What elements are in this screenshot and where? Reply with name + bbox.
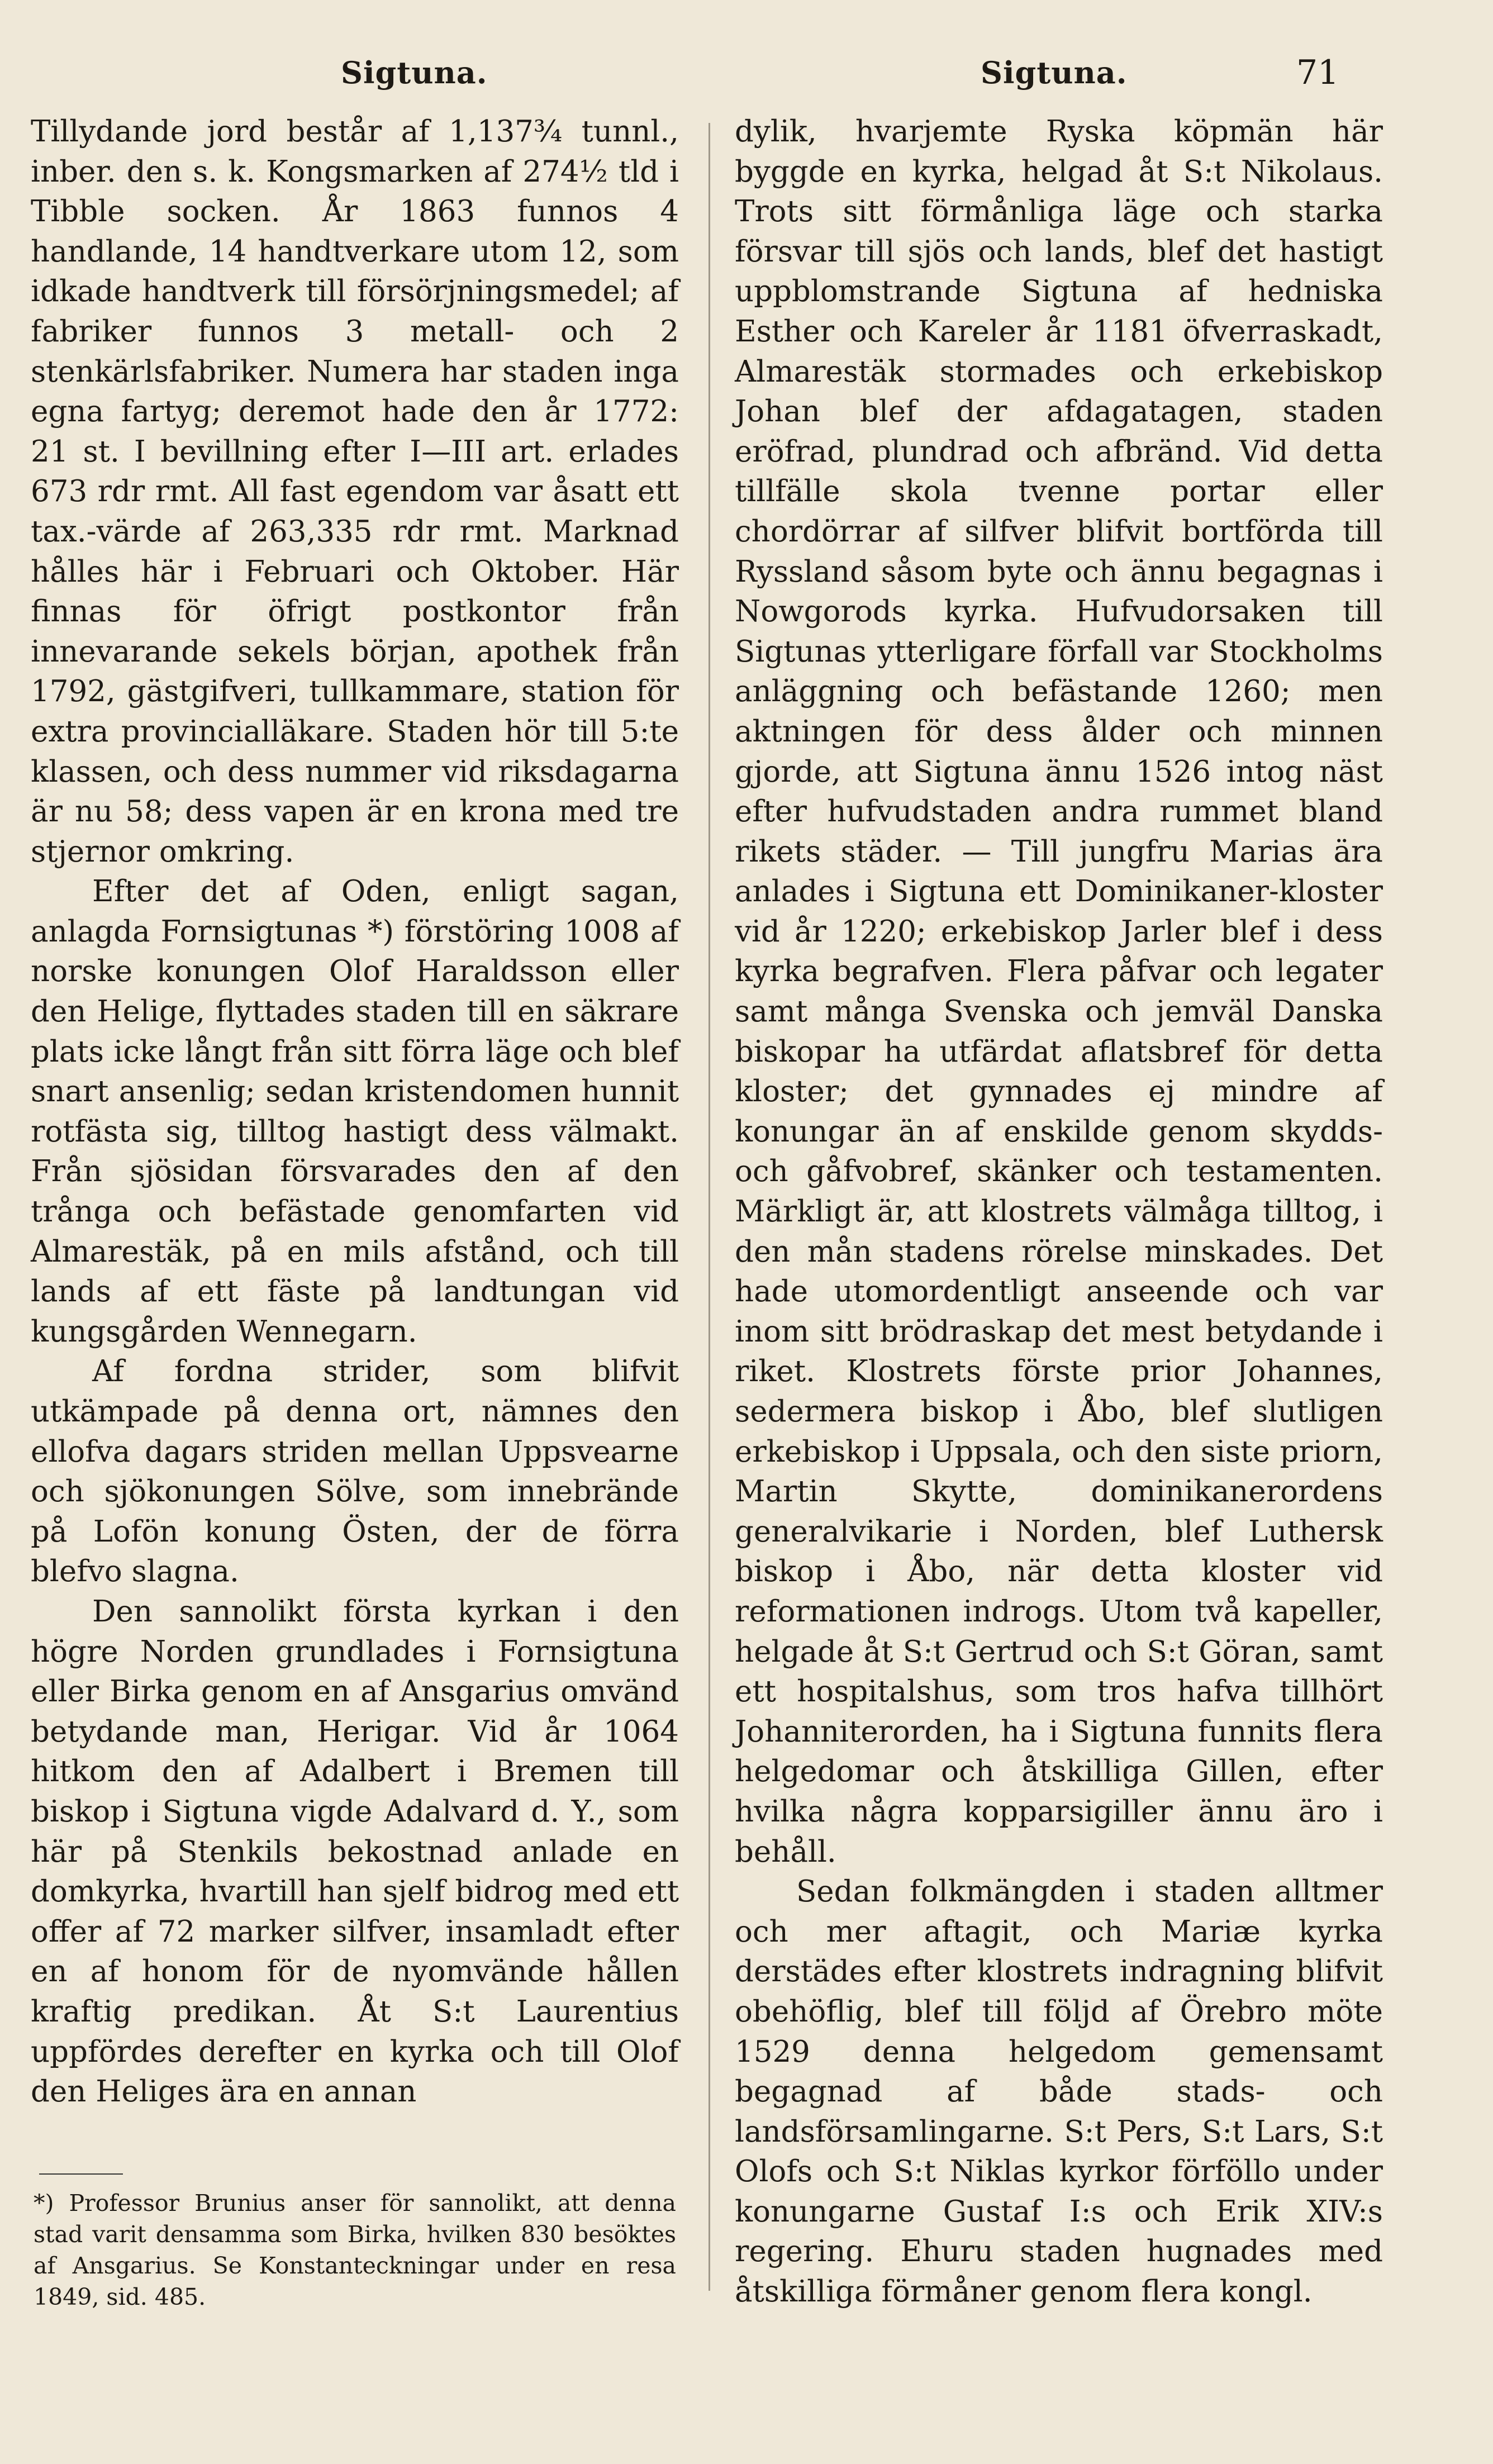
- right-column: [735, 112, 1383, 2312]
- paragraph-battles: Af fordna strider, som blifvit utkämpade på denna ort, nämnes den ellofva dagars striden mellan Uppsvearne och sjökonungen Sölve, som innebrände på Lofön konung Östen, der de förra blefvo slagna.: [31, 1354, 679, 1589]
- paragraph-first-church: Den sannolikt första kyrkan i den högre Norden grundlades i Fornsigtuna eller Birka genom en af Ansgarius omvänd betydande man, Herigar. Vid år 1064 hitkom den af Adalbert i Bremen till biskop i Sigtuna vigde Adalvard d. Y., som här på Stenkils bekostnad anlade en domkyrka, hvartill han sjelf bidrog med ett offer af 72 marker silfver, insamladt efter en af honom för de nyomvände hållen kraftig predikan. Åt S:t Laurentius uppfördes derefter en kyrka och till Olof den Heliges ära en annan: [31, 1594, 679, 2109]
- footnote-rule: [39, 2173, 123, 2175]
- paragraph-churches: Sedan folkmängden i staden alltmer och mer aftagit, och Mariæ kyrka derstädes efter klostrets indragning blifvit obehöflig, blef till följd af Örebro möte 1529 denna helgedom gemensamt begagnad af både stads- och landsförsamlingarne. S:t Pers, S:t Lars, S:t Olofs och S:t Niklas kyrkor förföllo under konungarne Gustaf I:s och Erik XIV:s regering. Ehuru staden hugnades med åtskilliga förmåner genom flera kongl.: [735, 1875, 1383, 2309]
- paragraph-decline: dylik, hvarjemte Ryska köpmän här byggde en kyrka, helgad åt S:t Nikolaus. Trots sitt förmånliga läge och starka försvar till sjös och lands, blef det hastigt uppblomstrande Sigtuna af hedniska Esther och Kareler år 1181 öfverraskadt, Almarestäk stormades och erkebiskop Johan blef der afdagatagen, staden eröfrad, plundrad och afbränd. Vid detta tillfälle skola tvenne portar eller chordörrar af silfver blifvit bortförda till Ryssland såsom byte och ännu begagnas i Nowgorods kyrka. Hufvudorsaken till Sigtunas ytterligare förfall var Stockholms anläggning och befästande 1260; men aktningen för dess ålder och minnen gjorde, att Sigtuna ännu 1526 intog näst efter hufvudstaden andra rummet bland rikets städer. — Till jungfru Marias ära anlades i Sigtuna ett Dominikaner-kloster vid år 1220; erkebiskop Jarler blef i dess kyrka begrafven. Flera påfvar och legater samt många Svenska och jemväl Danska biskopar ha utfärdat aflatsbref för detta kloster; det gynnades ej mindre af konungar än af enskilde genom skydds- och gåfvobref, skänker och testamenten. Märkligt är, att klostrets välmåga tilltog, i den mån stadens rörelse minskades. Det hade utomordentligt anseende och var inom sitt brödraskap det mest betydande i riket. Klostrets förste prior Johannes, sedermera biskop i Åbo, blef slutligen erkebiskop i Uppsala, och den siste priorn, Martin Skytte, dominikanerordens generalvikarie i Norden, blef Luthersk biskop i Åbo, när detta kloster vid reformationen indrogs. Utom två kapeller, helgade åt S:t Gertrud och S:t Göran, samt ett hospitalshus, som tros hafva tillhört Johanniterorden, ha i Sigtuna funnits flera helgedomar och åtskilliga Gillen, efter hvilka några kopparsigiller ännu äro i behåll.: [735, 115, 1383, 1869]
- running-header-left: Sigtuna.: [341, 55, 488, 91]
- running-header-right: Sigtuna.: [981, 55, 1128, 91]
- page-number: 71: [1296, 53, 1339, 92]
- left-column: [31, 112, 679, 2112]
- column-divider: [709, 123, 710, 2291]
- footnote: *) Professor Brunius anser för sannolikt, att denna stad varit densamma som Birka, hvilken 830 besöktes af Ansgarius. Se Konstanteckningar under en resa 1849, sid. 485.: [34, 2190, 676, 2310]
- paragraph-population-trade: Tillydande jord består af 1,137¾ tunnl., inber. den s. k. Kongsmarken af 274½ tld i Tibble socken. År 1863 funnos 4 handlande, 14 handtverkare utom 12, som idkade handtverk till försörjningsmedel; af fabriker funnos 3 metall- och 2 stenkärlsfabriker. Numera har staden inga egna fartyg; deremot hade den år 1772: 21 st. I bevillning efter I—III art. erlades 673 rdr rmt. All fast egendom var åsatt ett tax.-värde af 263,335 rdr rmt. Marknad hålles här i Februari och Oktober. Här finnas för öfrigt postkontor från innevarande sekels början, apothek från 1792, gästgifveri, tullkammare, station för extra provincialläkare. Staden hör till 5:te klassen, och dess nummer vid riksdagarna är nu 58; dess vapen är en krona med tre stjernor omkring.: [31, 115, 679, 869]
- paragraph-history: Efter det af Oden, enligt sagan, anlagda Fornsigtunas *) förstöring 1008 af norske konungen Olof Haraldsson eller den Helige, flyttades staden till en säkrare plats icke långt från sitt förra läge och blef snart ansenlig; sedan kristendomen hunnit rotfästa sig, tilltog hastigt dess välmakt. Från sjösidan försvarades den af den trånga och befästade genomfarten vid Almarestäk, på en mils afstånd, och till lands af ett fäste på landtungan vid kungsgården Wennegarn.: [31, 874, 679, 1349]
